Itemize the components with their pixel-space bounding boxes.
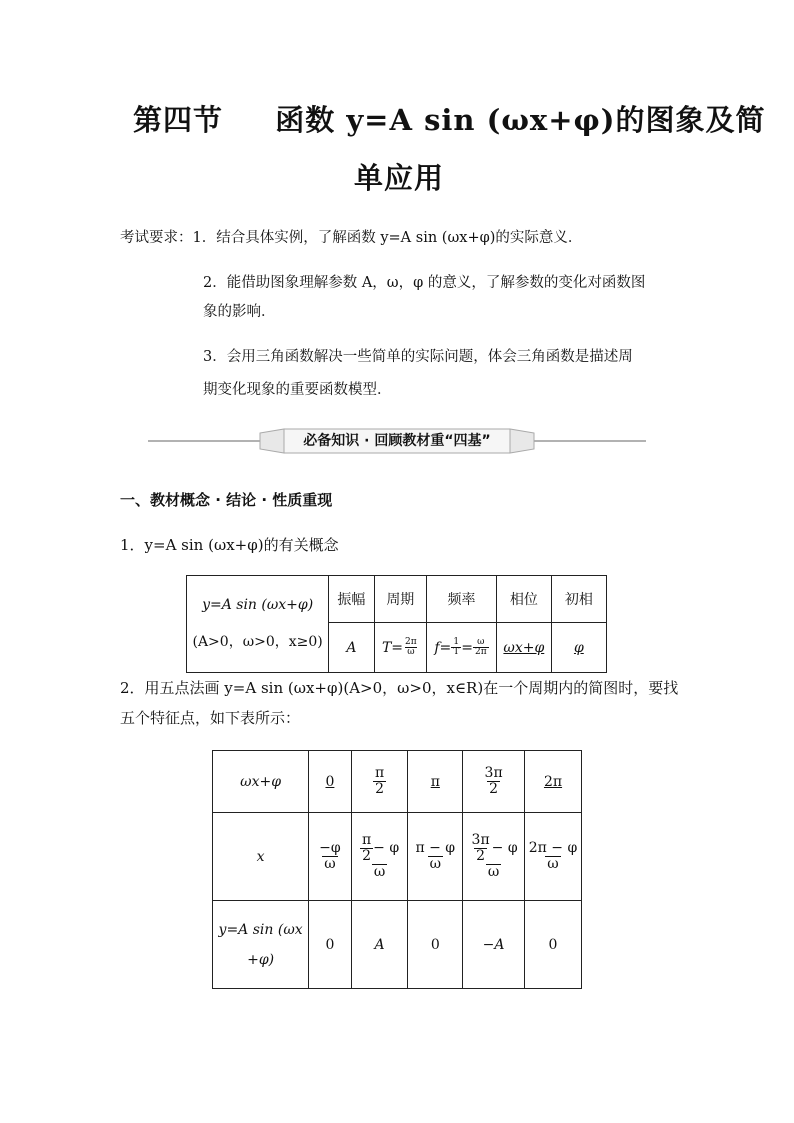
five-point-table [212, 750, 582, 989]
row3-cell-4: 0 [525, 901, 582, 989]
row3-cell-3: −A [463, 901, 525, 989]
concept-table-row-label [187, 576, 329, 673]
requirements-item3-line1: 3．会用三角函数解决一些简单的实际问题，体会三角函数是描述周 [203, 349, 633, 365]
row2-cell-3 [463, 813, 525, 901]
freq-numerator-2: ω [477, 636, 485, 647]
table-row [213, 813, 582, 901]
x-fraction-4 [468, 833, 520, 879]
fraction-denominator: 2 [375, 781, 385, 797]
freq-denominator-2: 2π [475, 647, 487, 657]
period-denominator: ω [407, 647, 415, 657]
fraction-numerator: π − φ [415, 840, 456, 857]
page-title-line2: 单应用 [354, 161, 445, 195]
freq-equals: = [461, 639, 473, 656]
freq-fraction-1 [451, 638, 461, 658]
fraction-denominator: ω [373, 863, 386, 880]
table-row [213, 901, 582, 989]
row3-cell-1: A [351, 901, 408, 989]
row1-value-2: π [430, 773, 440, 790]
row3-cell-0: 0 [309, 901, 351, 989]
row3-cell-2: 0 [408, 901, 463, 989]
phase-value: ωx+φ [496, 623, 551, 673]
initial-phase-value: φ [551, 623, 606, 673]
period-fraction [403, 638, 419, 658]
period-prefix: T= [381, 639, 404, 656]
row1-label: ωx+φ [213, 751, 309, 813]
numerator-tail: − φ [373, 840, 400, 857]
requirement-text: 1．结合具体实例，了解函数 y=A sin (ωx+φ)的实际意义． [192, 230, 583, 246]
row2-cell-1 [351, 813, 408, 901]
header-frequency: 频率 [427, 576, 497, 623]
requirements-item1 [120, 226, 582, 247]
row1-cell-4 [525, 751, 582, 813]
row1-cell-1 [351, 751, 408, 813]
page-title [133, 98, 765, 139]
period-numerator: 2π [405, 636, 417, 647]
header-amplitude: 振幅 [329, 576, 374, 623]
section-heading: 一、教材概念 · 结论 · 性质重现 [120, 491, 333, 509]
fraction-numerator: 3π [484, 765, 503, 782]
point2-line1: 2．用五点法画 y=A sin (ωx+φ)(A>0，ω>0，x∈R)在一个周期内的简图时，要找 [120, 679, 679, 697]
fraction-numerator: 2π − φ [528, 840, 578, 857]
fraction-denominator: ω [429, 856, 441, 872]
fraction-denominator: 2 [489, 781, 499, 797]
table-row [213, 751, 582, 813]
function-label: y=A sin (ωx+φ) [202, 597, 314, 613]
point1-heading: 1．y=A sin (ωx+φ)的有关概念 [120, 536, 339, 554]
frequency-value [427, 623, 497, 673]
section-banner [148, 427, 646, 455]
row1-cell-2 [408, 751, 463, 813]
header-initial-phase: 初相 [551, 576, 606, 623]
point2-line2: 五个特征点，如下表所示： [120, 709, 301, 727]
inner-fraction [360, 833, 373, 863]
row1-cell-0 [309, 751, 351, 813]
row1-value-4: 2π [543, 773, 563, 790]
x-fraction-1 [317, 841, 343, 871]
row2-cell-0 [309, 813, 351, 901]
fraction-3pi-over-2 [483, 766, 505, 796]
header-period: 周期 [374, 576, 426, 623]
inner-fraction [470, 833, 492, 863]
fraction-numerator [468, 833, 520, 863]
requirements-item2-line2: 象的影响． [203, 304, 276, 320]
freq-prefix: f= [434, 639, 452, 656]
banner-text: 必备知识 · 回顾教材重“四基” [303, 433, 491, 449]
inner-denominator: 2 [476, 848, 486, 865]
row2-cell-2 [408, 813, 463, 901]
row1-cell-3 [463, 751, 525, 813]
fraction-numerator: π [374, 765, 385, 782]
title-text: 函数 y=A sin (ωx+φ)的图象及简 [275, 103, 766, 137]
fraction-numerator: −φ [319, 840, 341, 857]
row2-cell-4 [525, 813, 582, 901]
row3-label [213, 901, 309, 989]
inner-numerator: π [361, 832, 372, 849]
section-number: 第四节 [133, 103, 224, 137]
fraction-denominator: ω [324, 856, 336, 872]
condition-label: (A>0，ω>0，x≥0) [192, 634, 323, 650]
requirements-item2-line1: 2．能借助图象理解参数 A，ω，φ 的意义，了解参数的变化对函数图 [203, 275, 646, 291]
requirements-label: 考试要求： [120, 230, 193, 246]
inner-denominator: 2 [362, 848, 372, 865]
row1-value-0: 0 [325, 773, 335, 790]
period-value [374, 623, 426, 673]
x-fraction-5 [527, 841, 580, 871]
fraction-pi-over-2 [373, 766, 386, 796]
requirements-item3-line2: 期变化现象的重要函数模型． [203, 382, 392, 398]
freq-fraction-2 [473, 638, 489, 658]
fraction-numerator [358, 833, 401, 863]
concept-table [186, 575, 607, 673]
row3-label-line1: y=A sin (ωx [218, 921, 303, 938]
inner-numerator: 3π [471, 832, 490, 849]
header-phase: 相位 [496, 576, 551, 623]
freq-numerator-1: 1 [453, 636, 460, 647]
x-fraction-2 [358, 833, 401, 879]
row2-label: x [213, 813, 309, 901]
row3-label-line2: +φ) [247, 951, 275, 968]
x-fraction-3 [413, 841, 457, 871]
numerator-tail: − φ [491, 840, 518, 857]
amplitude-value: A [329, 623, 374, 673]
fraction-denominator: ω [487, 863, 500, 880]
fraction-denominator: ω [547, 856, 559, 872]
freq-denominator-1: T [453, 647, 460, 657]
